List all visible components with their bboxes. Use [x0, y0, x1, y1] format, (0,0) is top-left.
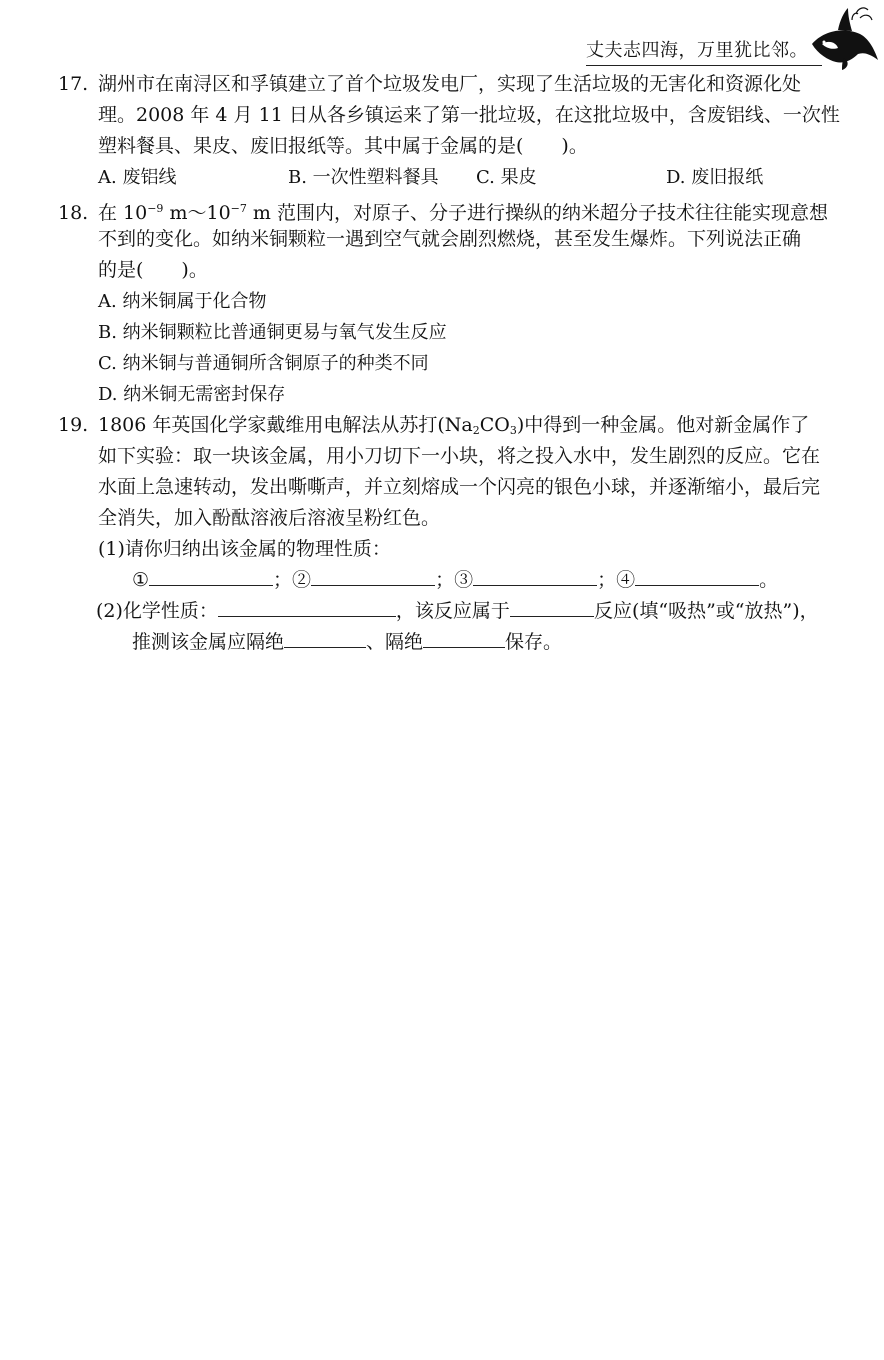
q18-exponent-2: −7: [230, 202, 247, 215]
q17-option-c: C. 果皮: [476, 167, 537, 188]
q19-marker-3: ；③: [435, 569, 474, 591]
q17-option-a: A. 废铝线: [98, 167, 177, 188]
q19-number: 19.: [58, 414, 89, 436]
q19-part2-line-1: [58, 596, 870, 627]
q19-part2-text-f: 保存。: [505, 631, 563, 653]
q19-end-mark: 。: [759, 569, 779, 591]
q19-text-1b: CO: [479, 414, 510, 436]
q18-number: 18.: [58, 202, 89, 224]
q19-subscript-2: 3: [509, 424, 517, 437]
q19-marker-2: ；②: [273, 569, 312, 591]
q18-option-c: C. 纳米铜与普通铜所含铜原子的种类不同: [98, 353, 429, 374]
q19-part1-blanks: [58, 565, 870, 596]
q19-part2-text-c: 反应(填“吸热”或“放热”)，: [593, 600, 819, 622]
q17-number: 17.: [58, 73, 89, 95]
q18-line-1: [58, 193, 870, 224]
q19-part2-text-d: 推测该金属应隔绝: [132, 631, 285, 653]
q17-option-b: B. 一次性塑料餐具: [288, 167, 439, 188]
q19-line-1: [58, 410, 870, 441]
physical-property-blank-1[interactable]: [149, 565, 273, 586]
q19-marker-4: ；④: [597, 569, 636, 591]
chemical-property-blank[interactable]: [218, 596, 396, 617]
q18-text-1c: m 范围内，对原子、分子进行操纵的纳米超分子技术往往能实现意想: [246, 202, 828, 224]
q18-text-1b: m～10: [163, 202, 231, 224]
orca-logo-icon: [808, 4, 880, 72]
q19-part2-text-b: ，该反应属于: [395, 600, 510, 622]
q19-part2-line-2: [58, 627, 870, 658]
q19-part2-text-e: 、隔绝: [366, 631, 424, 653]
q18-exponent-1: −9: [147, 202, 164, 215]
q18-option-a: A. 纳米铜属于化合物: [98, 291, 267, 312]
q19-subscript-1: 2: [472, 424, 480, 437]
q18-option-b: B. 纳米铜颗粒比普通铜更易与氧气发生反应: [98, 322, 447, 343]
q17-text-3: 塑料餐具、果皮、废旧报纸等。其中属于金属的是( )。: [98, 135, 588, 157]
q19-text-4: 全消失，加入酚酞溶液后溶液呈粉红色。: [98, 507, 441, 529]
q17-text-1: 湖州市在南浔区和孚镇建立了首个垃圾发电厂，实现了生活垃圾的无害化和资源化处: [98, 73, 802, 95]
q19-text-3: 水面上急速转动，发出嘶嘶声，并立刻熔成一个闪亮的银色小球，并逐渐缩小，最后完: [98, 476, 821, 498]
q17-text-2: 理。2008 年 4 月 11 日从各乡镇运来了第一批垃圾，在这批垃圾中，含废铝线、一次性: [98, 104, 840, 126]
physical-property-blank-4[interactable]: [635, 565, 759, 586]
questions-content: [58, 70, 870, 658]
page-header-motto: 丈夫志四海，万里犹比邻。: [586, 36, 822, 66]
q19-text-1a: 1806 年英国化学家戴维用电解法从苏打(Na: [98, 414, 473, 436]
isolate-blank-2[interactable]: [423, 627, 505, 648]
q19-text-1c: )中得到一种金属。他对新金属作了: [516, 414, 810, 436]
q17-options: [58, 162, 870, 193]
q19-text-2: 如下实验：取一块该金属，用小刀切下一小块，将之投入水中，发生剧烈的反应。它在: [98, 445, 821, 467]
reaction-type-blank[interactable]: [510, 596, 594, 617]
q18-text-3: 的是( )。: [98, 259, 208, 281]
q18-option-d: D. 纳米铜无需密封保存: [98, 384, 286, 405]
q19-marker-1: ①: [132, 569, 150, 591]
q17-line-1: [58, 69, 870, 100]
q19-part1-prompt: (1)请你归纳出该金属的物理性质：: [98, 538, 391, 560]
q18-text-2: 不到的变化。如纳米铜颗粒一遇到空气就会剧烈燃烧，甚至发生爆炸。下列说法正确: [98, 228, 802, 250]
physical-property-blank-3[interactable]: [473, 565, 597, 586]
q18-text-1a: 在 10: [98, 202, 148, 224]
q17-option-d: D. 废旧报纸: [666, 167, 764, 188]
isolate-blank-1[interactable]: [284, 627, 366, 648]
physical-property-blank-2[interactable]: [311, 565, 435, 586]
q19-part2-label: (2)化学性质：: [96, 600, 218, 622]
